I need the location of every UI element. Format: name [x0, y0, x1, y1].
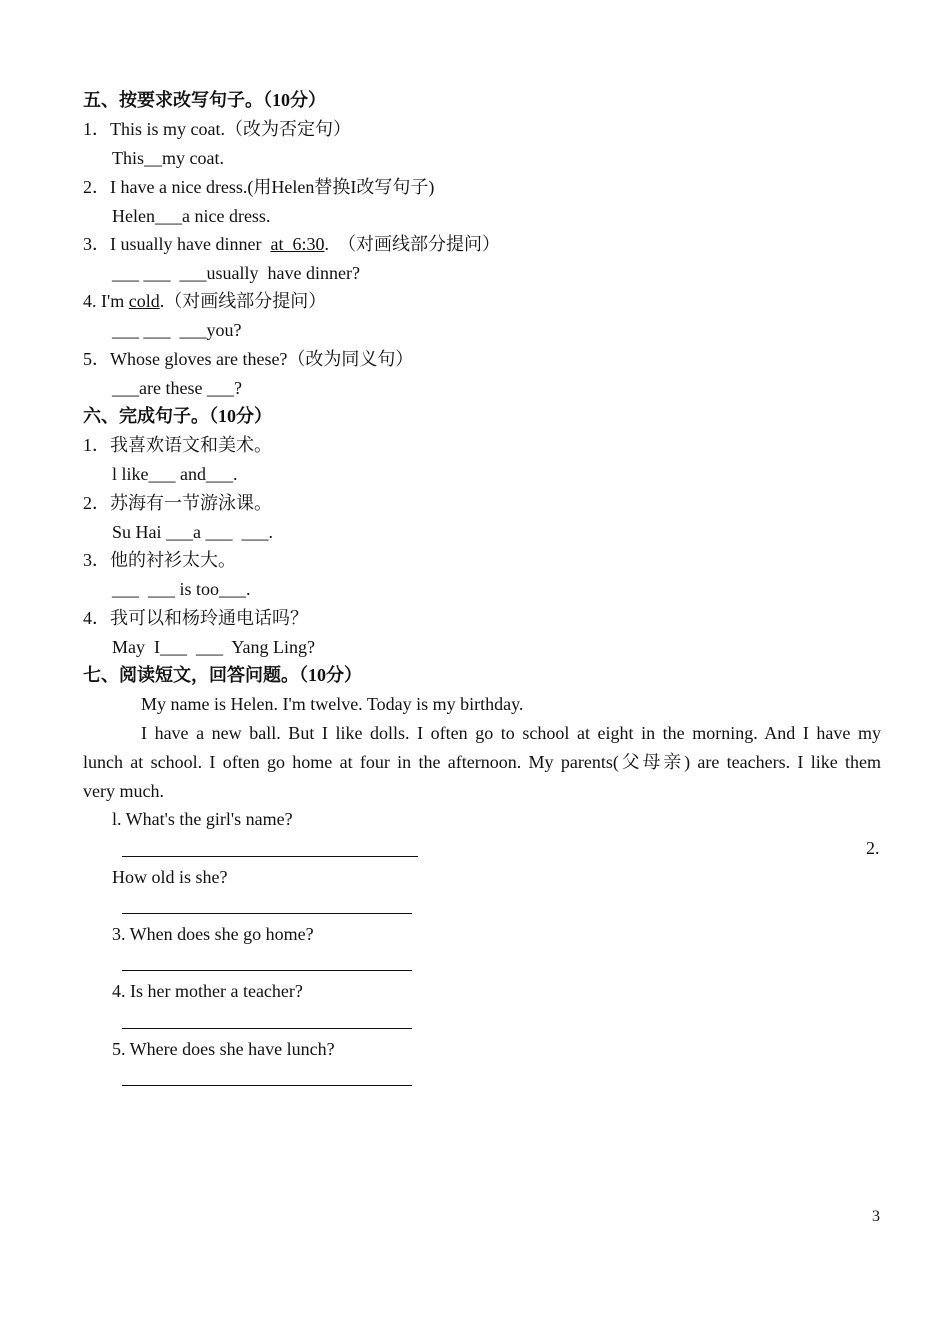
s5-q4-answer: ___ ___ ___you?	[112, 320, 242, 340]
s6-q2-num: 2．	[83, 493, 110, 513]
s6-q3-text: 他的衬衫太大。	[110, 550, 236, 570]
s5-q5	[83, 348, 413, 370]
s6-q2	[83, 492, 272, 514]
section-6-heading: 六、完成句子。（10分）	[83, 406, 272, 426]
section-7-heading: 七、阅读短文，回答问题。（10分）	[83, 665, 362, 685]
s5-q2	[83, 176, 434, 198]
s6-q3	[83, 549, 236, 571]
s7-q1-answer-line[interactable]	[122, 856, 418, 857]
passage-line-4: very much.	[83, 781, 164, 801]
s6-q3-answer: ___ ___ is too___.	[112, 579, 251, 599]
s6-q4-text: 我可以和杨玲通电话吗？	[110, 608, 308, 628]
s6-q1-num: 1．	[83, 435, 110, 455]
s6-q2-answer: Su Hai ___a ___ ___.	[112, 522, 273, 542]
s6-q3-num: 3．	[83, 550, 110, 570]
s6-q4-num: 4．	[83, 608, 110, 628]
s7-q3: 3. When does she go home?	[112, 924, 314, 944]
s5-q5-answer: ___are these ___?	[112, 378, 242, 398]
s7-q2-answer-line[interactable]	[122, 913, 412, 914]
s5-q4-post: .（对画线部分提问）	[159, 291, 327, 311]
s6-q1-answer: l like___ and___.	[112, 464, 238, 484]
s5-q3-post: . （对画线部分提问）	[324, 234, 500, 254]
s6-q2-text: 苏海有一节游泳课。	[110, 493, 272, 513]
s5-q3-pre: I usually have dinner	[110, 234, 271, 254]
s5-q2-text: I have a nice dress.(用Helen替换I改写句子)	[110, 177, 435, 197]
s5-q4-pre: 4. I'm	[83, 291, 129, 311]
section-5-heading: 五、按要求改写句子。（10分）	[83, 90, 326, 110]
s5-q4-underlined: cold	[128, 291, 160, 311]
s5-q5-num: 5．	[83, 349, 110, 369]
s5-q1-num: 1．	[83, 119, 110, 139]
s5-q3	[83, 233, 500, 255]
s5-q3-underlined: at 6:30	[270, 234, 325, 254]
s5-q4	[83, 290, 326, 312]
s5-q2-answer: Helen___a nice dress.	[112, 206, 271, 226]
s7-q4-answer-line[interactable]	[122, 1028, 412, 1029]
s5-q1-text: This is my coat.（改为否定句）	[110, 119, 351, 139]
s6-q1-text: 我喜欢语文和美术。	[110, 435, 272, 455]
s5-q2-num: 2．	[83, 177, 110, 197]
s7-q1: l. What's the girl's name?	[112, 809, 293, 829]
s7-q4: 4. Is her mother a teacher?	[112, 981, 303, 1001]
s7-q5-answer-line[interactable]	[122, 1085, 412, 1086]
s5-q3-num: 3．	[83, 234, 110, 254]
s7-q3-answer-line[interactable]	[122, 970, 412, 971]
s6-q1	[83, 434, 272, 456]
s7-q2: How old is she?	[112, 867, 228, 887]
page-number: 3	[872, 1208, 880, 1225]
s7-q2-num: 2.	[866, 838, 880, 858]
s5-q3-answer: ___ ___ ___usually have dinner?	[112, 263, 360, 283]
s6-q4	[83, 607, 308, 629]
passage-line-3: lunch at school. I often go home at four in the afternoon. My parents(父母亲) are teachers. I like them	[83, 752, 881, 772]
passage-line-2: I have a new ball. But I like dolls. I often go to school at eight in the morning. And I have my	[141, 723, 881, 743]
s5-q5-text: Whose gloves are these?（改为同义句）	[110, 349, 414, 369]
passage-line-1: My name is Helen. I'm twelve. Today is my birthday.	[141, 694, 524, 714]
s5-q1	[83, 118, 351, 140]
s6-q4-answer: May I___ ___ Yang Ling?	[112, 637, 315, 657]
s7-q5: 5. Where does she have lunch?	[112, 1039, 335, 1059]
s5-q1-answer: This__my coat.	[112, 148, 224, 168]
